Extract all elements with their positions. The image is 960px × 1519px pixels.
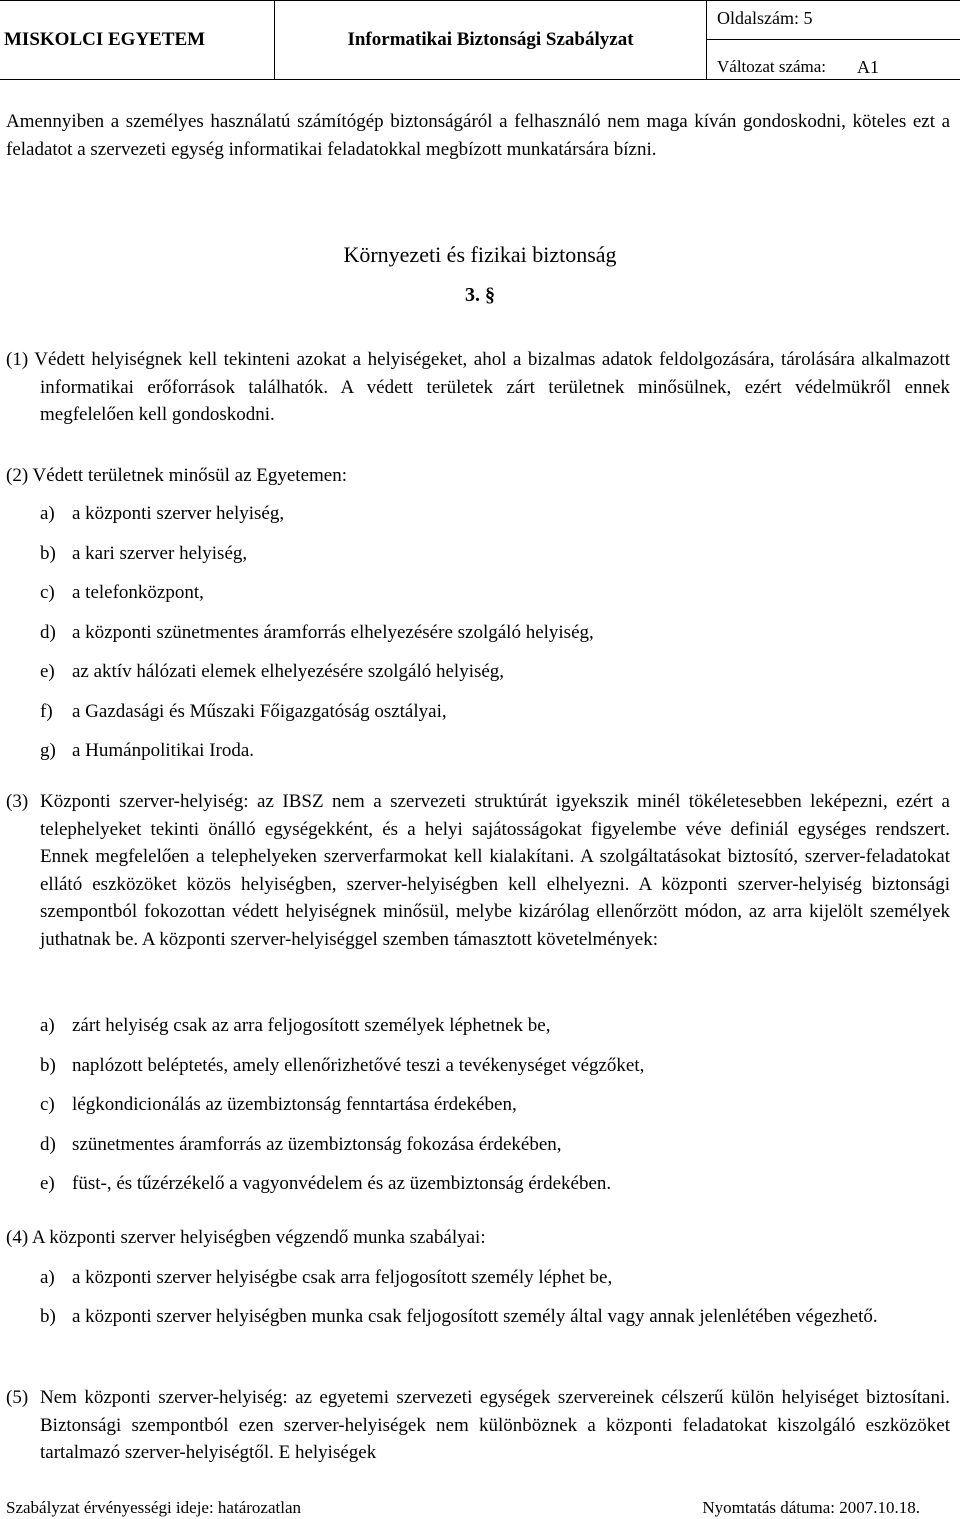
list-item-marker: a): [40, 1015, 55, 1036]
list-item-text: a telefonközpont,: [72, 582, 204, 603]
version-label: Változat száma:: [717, 57, 827, 76]
list-item-marker: c): [40, 1094, 55, 1115]
university-name: MISKOLCI EGYETEM: [0, 1, 275, 79]
list-item: [40, 540, 950, 568]
list-item-text: a Gazdasági és Műszaki Főigazgatóság osztályai,: [72, 700, 447, 722]
list-item-marker: c): [40, 582, 55, 603]
list-item-marker: b): [40, 1306, 56, 1327]
paragraph-3-text: Központi szerver-helyiség: az IBSZ nem a szervezeti struktúrát igyekszik minél tökéletesebben leképezni, ezért a telephelyeket tekinti önálló egységekként, és a helyi sajátosságokat figyelembe véve definiál egységes rendszert. Ennek megfelelően a telephelyeken szerverfarmokat kell kialakítani. A szolgáltatásokat biztosító, szerver-feladatokat ellátó eszközöket közös helyiségben, szerver-helyiségben kell elhelyezni. A központi szerver-helyiség biztonsági szempontból fokozottan védett helyiségnek minősül, melybe kizárólag ellenőrzött módon, az arra kijelölt személyek juthatnak be. A központi szerver-helyiséggel szemben támasztott követelmények:: [40, 791, 950, 950]
list-item-text: az aktív hálózati elemek elhelyezésére szolgáló helyiség,: [72, 661, 505, 682]
list-item-text: füst-, és tűzérzékelő a vagyonvédelem és az üzembiztonság érdekében.: [72, 1173, 612, 1194]
list-item-marker: e): [40, 661, 55, 682]
list-item: [40, 1091, 950, 1119]
list-item-marker: d): [40, 1133, 56, 1155]
version-box: [707, 40, 960, 79]
list-item-text: a központi szerver helyiségben munka csak feljogosított személy által vagy annak jelenlétében végezhető.: [72, 1306, 878, 1327]
list-item: [40, 1131, 950, 1159]
paragraph-2-lead: (2) Védett területnek minősül az Egyetemen:: [6, 465, 348, 486]
list-item: [40, 619, 950, 647]
list-item: [40, 698, 950, 726]
list-item-marker: a): [40, 1267, 55, 1288]
list-item: [40, 500, 950, 528]
list-item: [40, 1012, 950, 1040]
list-item-marker: b): [40, 1054, 56, 1076]
paragraph-5-text: Nem központi szerver-helyiség: az egyetemi szervezeti egységek szervereinek célszerű külön helyiséget biztosítani. Biztonsági szempontból ezen szerver-helyiségek nem különböznek a központi feladatokat kiszolgáló eszközöket tartalmazó szerver-helyiségtől. E helyiségek: [40, 1387, 950, 1463]
list-item-text: szünetmentes áramforrás az üzembiztonság fokozása érdekében,: [72, 1133, 562, 1155]
list-item-text: a központi szerver helyiségbe csak arra feljogosított személy léphet be,: [72, 1267, 613, 1288]
list-item-text: légkondicionálás az üzembiztonság fenntartása érdekében,: [72, 1094, 517, 1115]
list-item: [40, 1303, 950, 1331]
list-item-text: a központi szünetmentes áramforrás elhelyezésére szolgáló helyiség,: [72, 621, 594, 643]
intro-paragraph: Amennyiben a személyes használatú számítógép biztonságáról a felhasználó nem maga kíván gondoskodni, köteles ezt a feladatot a szervezeti egység informatikai feladatokkal megbízott munkatársára bízni.: [6, 111, 950, 160]
list-item-marker: b): [40, 542, 56, 564]
list-item-text: a központi szerver helyiség,: [72, 503, 285, 524]
list-item: [40, 1170, 950, 1198]
section-title: Környezeti és fizikai biztonság: [343, 242, 617, 267]
list-item: [40, 1052, 950, 1080]
list-item-marker: g): [40, 740, 56, 761]
list-item-marker: f): [40, 700, 53, 722]
list-item-text: a kari szerver helyiség,: [72, 542, 248, 564]
list-item-text: zárt helyiség csak az arra feljogosított személyek léphetnek be,: [72, 1015, 551, 1036]
list-item: [40, 1264, 950, 1292]
paragraph-1: (1) Védett helyiségnek kell tekinteni azokat a helyiségeket, ahol a bizalmas adatok feldolgozására, tárolására alkalmazott informatikai erőforrások találhatók. A védett területek zárt területnek minősülnek, ezért védelmükről ennek megfelelően kell gondoskodni.: [6, 349, 950, 425]
list-item-marker: a): [40, 503, 55, 524]
paragraph-5-marker: (5): [6, 1387, 29, 1408]
paragraph-3-marker: (3): [6, 791, 29, 812]
version-value: A1: [857, 57, 879, 77]
document-title: Informatikai Biztonsági Szabályzat: [275, 1, 707, 79]
list-item-marker: d): [40, 621, 56, 643]
footer-validity: Szabályzat érvényességi ideje: határozatlan: [6, 1498, 301, 1517]
paragraph-4-lead: (4) A központi szerver helyiségben végzendő munka szabályai:: [6, 1227, 486, 1248]
list-item: [40, 737, 950, 765]
section-number: 3. §: [465, 284, 495, 306]
list-item-marker: e): [40, 1173, 55, 1194]
footer-print-date: Nyomtatás dátuma: 2007.10.18.: [702, 1498, 920, 1517]
list-item: [40, 658, 950, 686]
list-item-text: a Humánpolitikai Iroda.: [72, 740, 255, 761]
page-header: [0, 0, 960, 80]
page-number: Oldalszám: 5: [707, 1, 960, 40]
list-item-text: naplózott beléptetés, amely ellenőrizhetővé teszi a tevékenységet végzőket,: [72, 1054, 645, 1076]
list-item: [40, 579, 950, 607]
header-meta: [707, 1, 960, 79]
